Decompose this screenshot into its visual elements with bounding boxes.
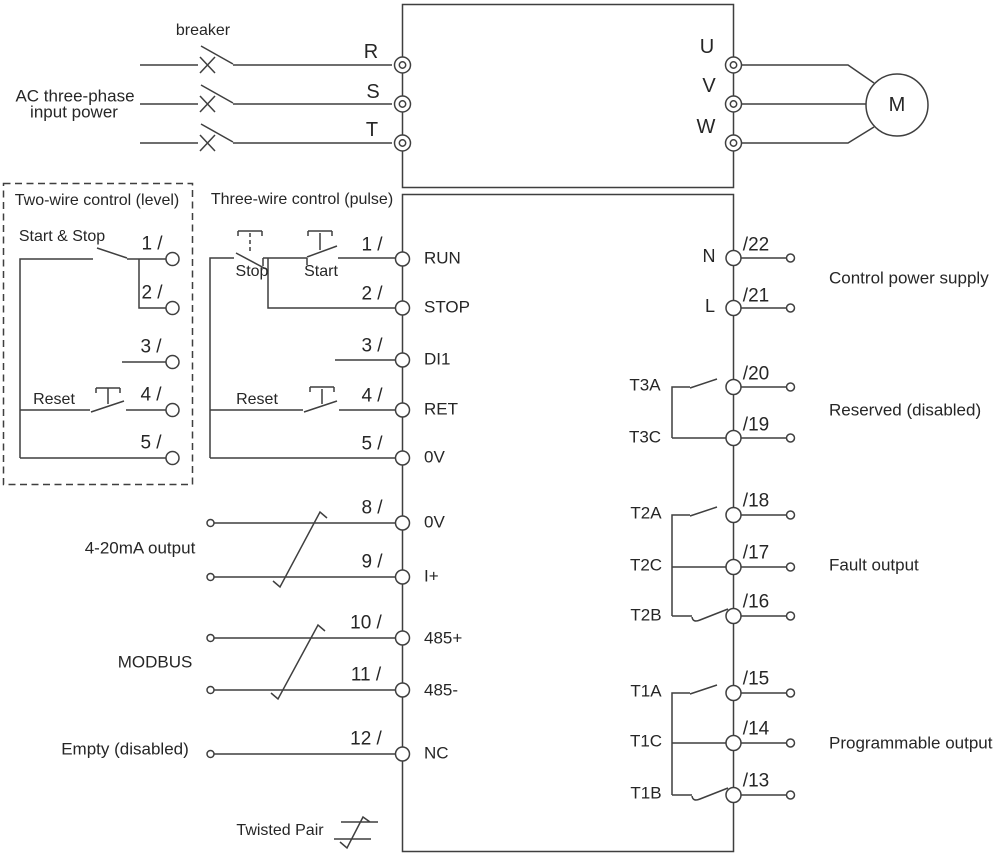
terminal-name-n: N xyxy=(702,246,716,267)
terminal-num-11: 11 / xyxy=(350,664,382,686)
three-wire-start-label: Start xyxy=(304,263,338,281)
terminal-di1 xyxy=(396,353,410,367)
terminal-name-t2b: T2B xyxy=(630,605,662,625)
terminal-name-stop: STOP xyxy=(424,297,470,317)
twisted-pair-mark-modbus xyxy=(271,625,325,699)
terminal-name-485-minus: 485- xyxy=(424,680,459,700)
terminal-num-18: /18 xyxy=(742,490,770,512)
terminal-name-0v-8: 0V xyxy=(424,512,445,532)
analog-comm-wiring xyxy=(207,512,395,758)
motor-wires xyxy=(742,65,874,143)
fault-output-label: Fault output xyxy=(829,555,919,575)
terminal-name-nc: NC xyxy=(424,743,449,763)
t2-nc-blade xyxy=(692,609,728,621)
terminal-num-2: 2 / xyxy=(361,283,383,305)
breaker-label: breaker xyxy=(175,22,231,40)
breaker-switch-s xyxy=(140,85,392,112)
terminal-num-8: 8 / xyxy=(361,497,383,519)
terminal-nc xyxy=(396,747,410,761)
terminal-run xyxy=(396,252,410,266)
terminal-num-20: /20 xyxy=(742,363,770,385)
terminal-num-21: /21 xyxy=(742,285,770,307)
terminal-num-13: /13 xyxy=(742,770,770,792)
two-wire-terminal-4 xyxy=(166,404,179,417)
two-wire-title: Two-wire control (level) xyxy=(14,192,180,210)
terminal-num-22: /22 xyxy=(742,234,770,256)
two-wire-reset-label: Reset xyxy=(33,391,75,409)
terminal-name-di1: DI1 xyxy=(424,349,451,369)
terminal-num-3: 3 / xyxy=(361,335,383,357)
two-wire-num-1: 1 / xyxy=(141,233,163,255)
terminal-t2b xyxy=(726,609,741,624)
two-wire-terminal-5 xyxy=(166,452,179,465)
terminal-t2a xyxy=(726,508,741,523)
terminal-t1b xyxy=(726,788,741,803)
terminal-i-plus xyxy=(396,570,410,584)
terminal-name-t1c: T1C xyxy=(629,731,663,751)
terminal-name-t1b: T1B xyxy=(630,783,662,803)
reserved-label: Reserved (disabled) xyxy=(829,400,982,420)
terminal-num-17: /17 xyxy=(742,542,770,564)
terminal-name-l: L xyxy=(704,296,716,317)
terminal-t2c xyxy=(726,560,741,575)
terminal-name-t3a: T3A xyxy=(629,375,661,395)
t1-nc-blade xyxy=(692,788,728,800)
power-unit-box xyxy=(403,5,734,188)
terminal-num-16: /16 xyxy=(742,591,770,613)
terminal-name-485-plus: 485+ xyxy=(424,628,463,648)
two-wire-num-4: 4 / xyxy=(140,384,162,406)
terminal-stop xyxy=(396,301,410,315)
terminal-name-t1a: T1A xyxy=(630,681,662,701)
terminal-name-0v-5: 0V xyxy=(424,447,445,467)
phase-label-t: T xyxy=(365,119,379,141)
terminal-name-i-plus: I+ xyxy=(424,566,439,586)
three-wire-stop-label: Stop xyxy=(235,263,269,281)
empty-label: Empty (disabled) xyxy=(61,739,189,759)
terminal-0v-5 xyxy=(396,451,410,465)
two-wire-terminal-1 xyxy=(166,253,179,266)
two-wire-num-2: 2 / xyxy=(141,282,163,304)
twisted-pair-label: Twisted Pair xyxy=(236,822,324,840)
analog-output-label: 4-20mA output xyxy=(84,538,196,558)
terminal-name-t2a: T2A xyxy=(630,503,662,523)
terminal-ret xyxy=(396,403,410,417)
motor-label: M xyxy=(888,94,906,116)
power-terminals xyxy=(395,57,742,151)
phase-label-s: S xyxy=(366,81,380,103)
two-wire-switch-label: Start & Stop xyxy=(18,228,106,246)
terminal-t1a xyxy=(726,686,741,701)
terminal-l xyxy=(726,301,741,316)
input-power-label-line2: input power xyxy=(30,102,118,122)
terminal-num-1: 1 / xyxy=(361,234,383,256)
terminal-num-9: 9 / xyxy=(361,551,383,573)
terminal-t3a xyxy=(726,380,741,395)
phase-label-w: W xyxy=(696,116,716,138)
terminal-num-15: /15 xyxy=(742,668,770,690)
terminal-name-t3c: T3C xyxy=(628,427,662,447)
input-power-label-line1: AC three-phase xyxy=(15,86,135,106)
two-wire-num-5: 5 / xyxy=(140,432,162,454)
phase-label-v: V xyxy=(702,75,716,97)
breaker-switch-t xyxy=(140,124,392,151)
two-wire-num-3: 3 / xyxy=(140,336,162,358)
phase-label-r: R xyxy=(363,41,379,63)
phase-label-u: U xyxy=(699,36,715,58)
terminal-name-run: RUN xyxy=(424,248,461,268)
terminal-name-t2c: T2C xyxy=(629,555,663,575)
terminal-num-14: /14 xyxy=(742,718,770,740)
terminal-485-plus xyxy=(396,631,410,645)
modbus-label: MODBUS xyxy=(117,652,193,672)
terminal-num-12: 12 / xyxy=(350,728,382,750)
terminal-num-19: /19 xyxy=(742,414,770,436)
terminal-num-10: 10 / xyxy=(350,612,382,634)
terminal-t1c xyxy=(726,736,741,751)
programmable-output-label: Programmable output xyxy=(829,733,993,753)
twisted-pair-legend-symbol xyxy=(334,817,378,848)
terminal-n xyxy=(726,251,741,266)
terminal-485-minus xyxy=(396,683,410,697)
two-wire-terminal-2 xyxy=(166,302,179,315)
terminal-t3c xyxy=(726,431,741,446)
control-power-supply-label: Control power supply xyxy=(829,268,989,288)
terminal-name-ret: RET xyxy=(424,399,458,419)
three-wire-title: Three-wire control (pulse) xyxy=(210,191,394,209)
breaker-switch-r xyxy=(140,46,392,73)
terminal-num-4: 4 / xyxy=(361,385,383,407)
two-wire-terminal-3 xyxy=(166,356,179,369)
three-wire-reset-label: Reset xyxy=(236,391,278,409)
control-unit-box xyxy=(403,195,734,852)
terminal-0v-8 xyxy=(396,516,410,530)
terminal-num-5: 5 / xyxy=(361,433,383,455)
